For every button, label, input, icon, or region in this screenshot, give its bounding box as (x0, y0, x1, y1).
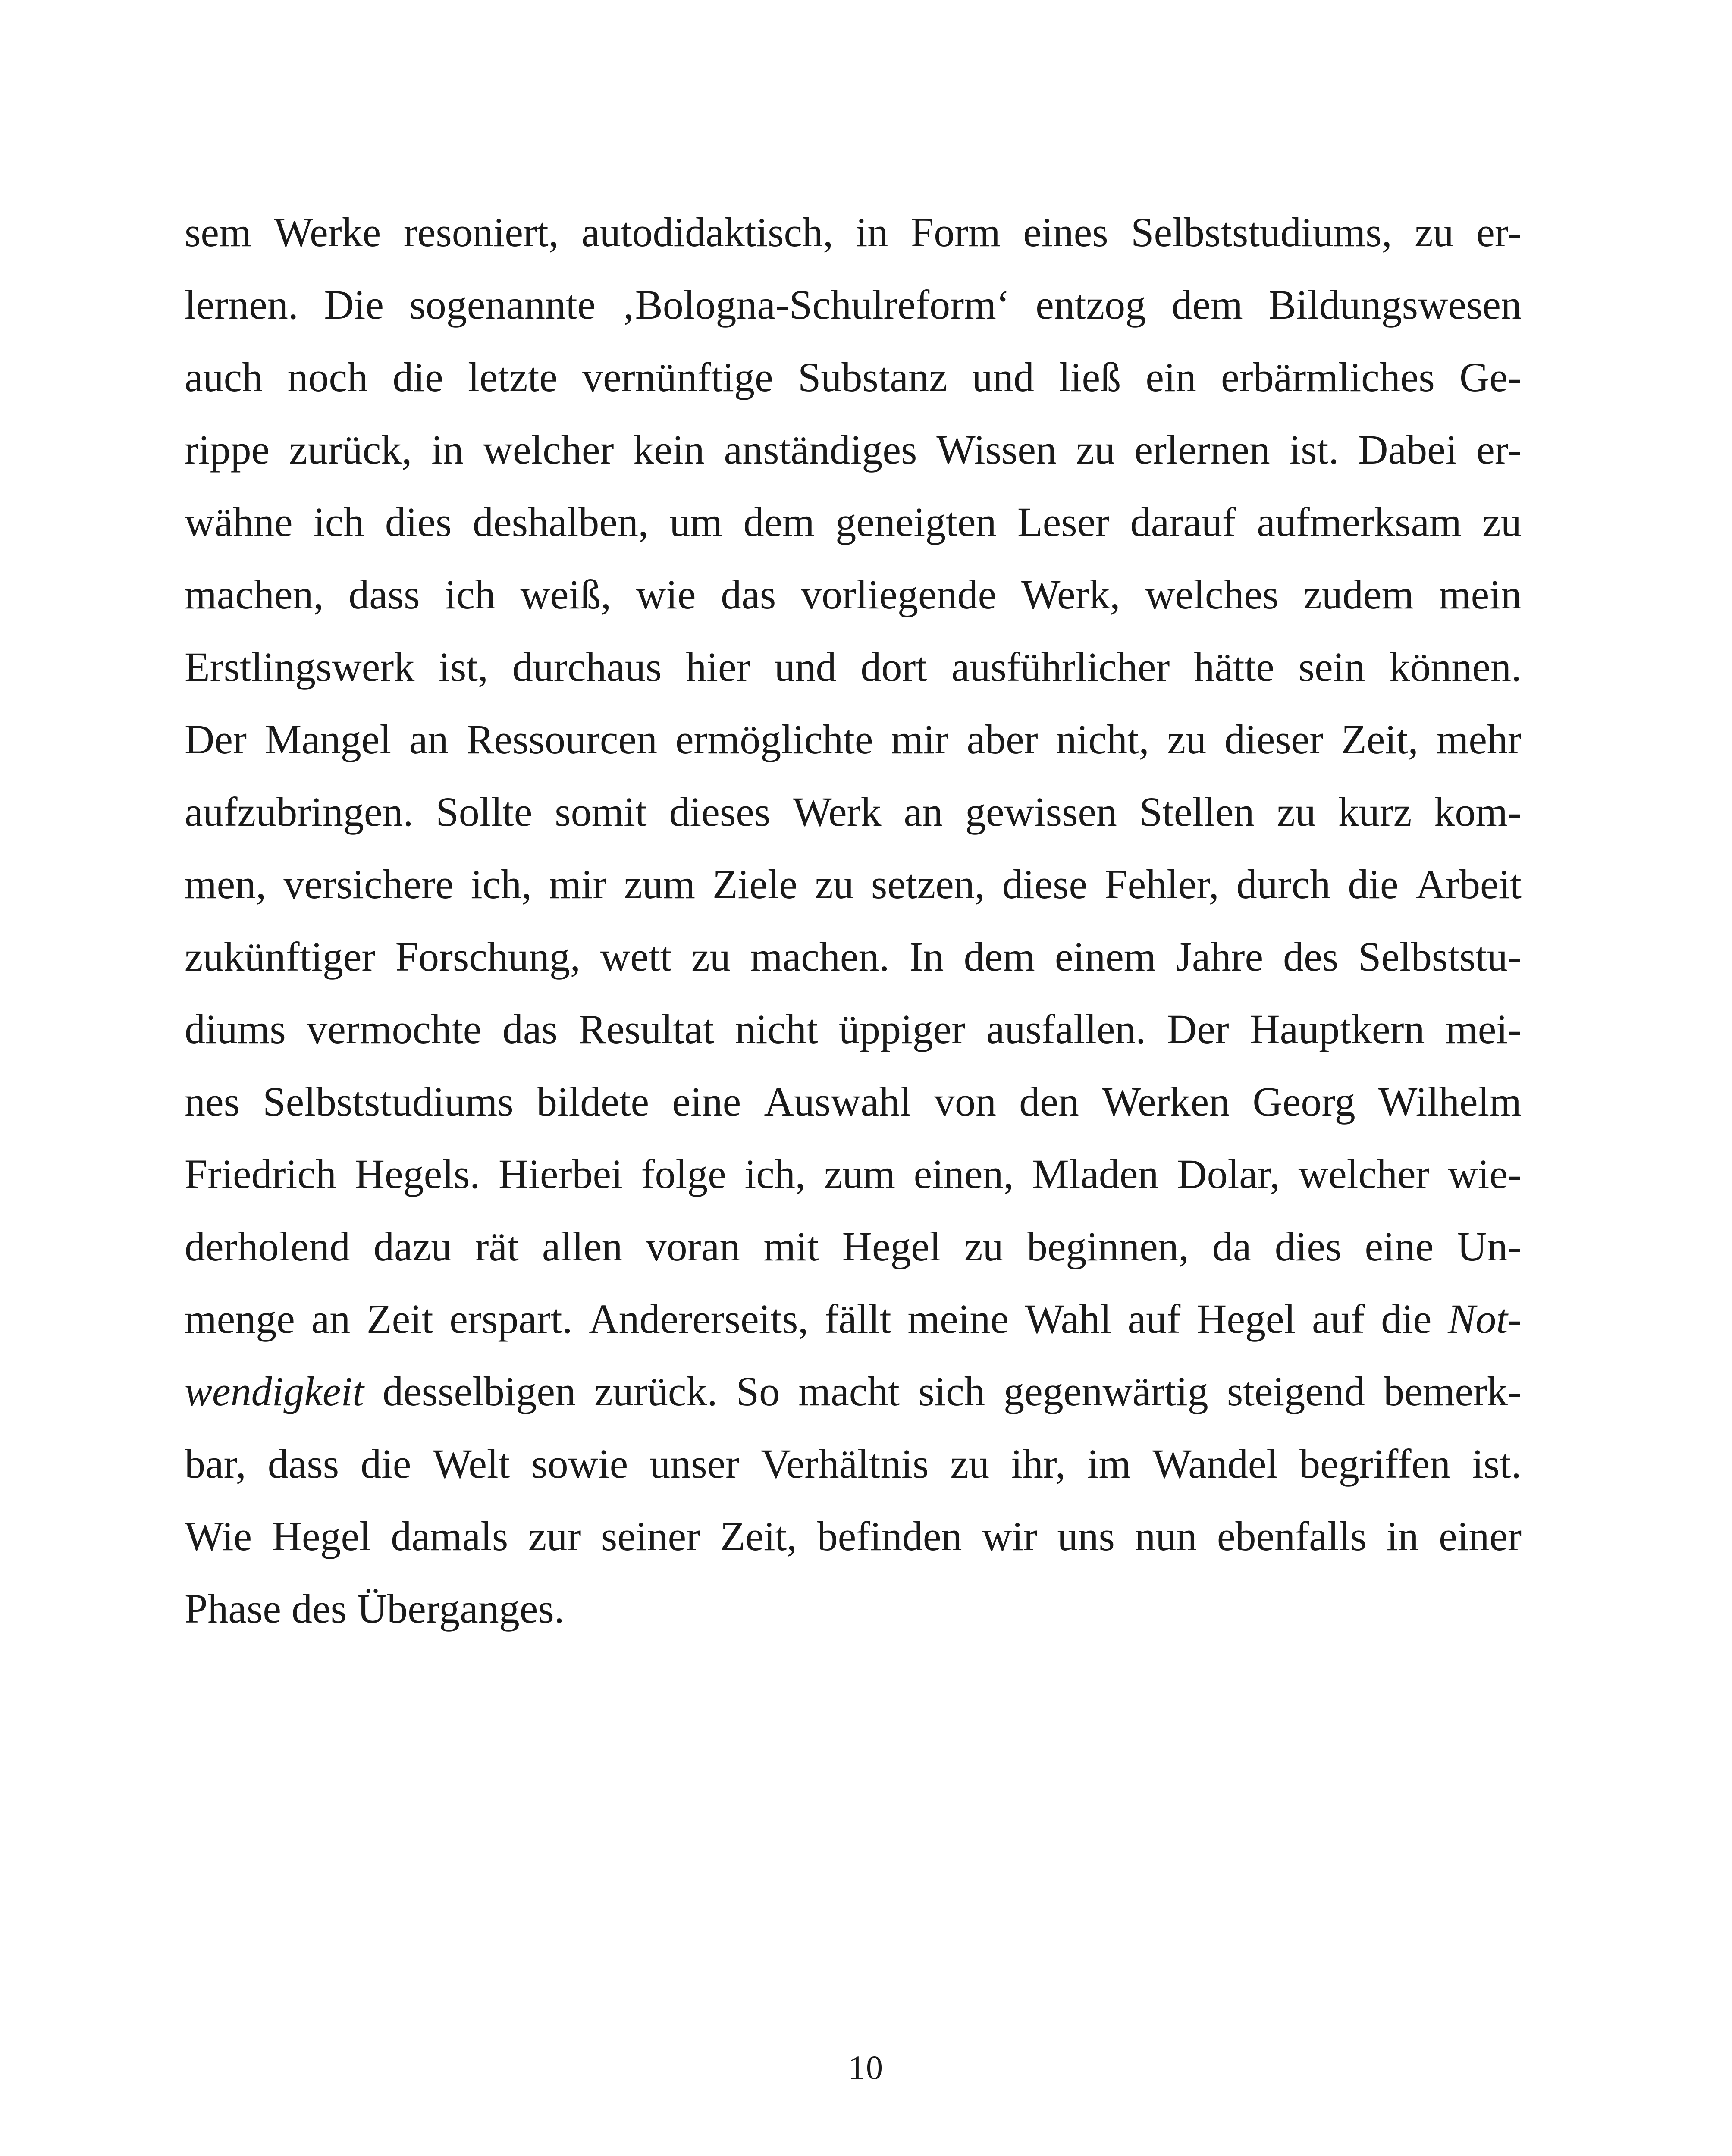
text-word: auf (1127, 1296, 1181, 1342)
text-word: begriffen (1299, 1441, 1451, 1487)
text-line (185, 1065, 1522, 1138)
text-word: meine (907, 1296, 1009, 1342)
text-line (185, 776, 1522, 848)
text-word: da (1212, 1223, 1252, 1269)
text-line (185, 196, 1522, 269)
text-word: aufzubringen. (185, 789, 414, 835)
text-word: Ge- (1459, 354, 1522, 400)
text-word: den (1019, 1078, 1079, 1125)
text-word: dies (385, 499, 452, 545)
text-word: dem (963, 934, 1035, 980)
text-word: Zeit (366, 1296, 433, 1342)
text-word: Not- (1448, 1296, 1522, 1342)
text-word: ist. (1289, 426, 1339, 473)
text-word: bildete (536, 1078, 650, 1125)
text-word: autodidaktisch, (581, 209, 834, 255)
text-word: Phase (185, 1586, 281, 1632)
text-word: Hierbei (498, 1151, 623, 1197)
text-word: einen, (913, 1151, 1014, 1197)
text-word: vernünftige (582, 354, 773, 400)
text-word: das (721, 571, 776, 617)
text-word: setzen, (871, 861, 985, 907)
text-word: üppiger (839, 1006, 966, 1052)
text-line (185, 341, 1522, 414)
text-word: des (1283, 934, 1339, 980)
text-word: eines (1023, 209, 1108, 255)
text-word: zu (1415, 209, 1454, 255)
text-word: versichere (283, 861, 454, 907)
text-word: dieser (1224, 716, 1324, 762)
text-word: Fehler, (1104, 861, 1219, 907)
text-line (185, 993, 1522, 1065)
text-word: gewissen (965, 789, 1117, 835)
text-word: dies (1274, 1223, 1342, 1269)
text-word: die (361, 1441, 411, 1487)
text-word: allen (542, 1223, 623, 1269)
text-line (185, 1210, 1522, 1283)
text-word: Dabei (1358, 426, 1457, 473)
text-word: an (904, 789, 943, 835)
text-word: zukünftiger (185, 934, 376, 980)
text-word: zu (691, 934, 731, 980)
text-line (185, 414, 1522, 486)
text-word: zu (1167, 716, 1207, 762)
text-word: die (1381, 1296, 1432, 1342)
text-word: zum (824, 1151, 895, 1197)
text-word: ein (1145, 354, 1196, 400)
text-word: dem (1171, 282, 1243, 328)
text-line (185, 1355, 1522, 1428)
text-word: Georg (1252, 1078, 1355, 1125)
text-word: kom- (1434, 789, 1522, 835)
text-word: welcher (483, 426, 614, 473)
text-word: Zeit, (1341, 716, 1418, 762)
text-word: erspart. (449, 1296, 573, 1342)
text-word: Werken (1102, 1078, 1230, 1125)
text-word: mei- (1446, 1006, 1522, 1052)
text-word: rippe (185, 426, 270, 473)
text-word: Wissen (936, 426, 1057, 473)
text-word: mir (891, 716, 949, 762)
text-word: von (934, 1078, 996, 1125)
text-word: sogenannte (409, 282, 596, 328)
text-line (185, 631, 1522, 703)
text-word: zudem (1303, 571, 1414, 617)
text-word: die (392, 354, 443, 400)
text-word: Der (185, 716, 247, 762)
text-word: er- (1476, 209, 1522, 255)
text-word: erlernen (1134, 426, 1270, 473)
text-word: zurück, (289, 426, 412, 473)
text-word: an (311, 1296, 351, 1342)
text-word: Erstlingswerk (185, 644, 415, 690)
text-word: menge (185, 1296, 295, 1342)
text-word: Die (324, 282, 384, 328)
text-word: wir (982, 1513, 1038, 1559)
text-word: die (1348, 861, 1399, 907)
text-word: nes (185, 1078, 240, 1125)
text-word: erbärmliches (1221, 354, 1435, 400)
text-word: Ziele (712, 861, 798, 907)
text-word: Friedrich (185, 1151, 336, 1197)
text-word: ausführlicher (951, 644, 1170, 690)
text-word: resoniert, (403, 209, 559, 255)
text-word: lernen. (185, 282, 298, 328)
text-word: eine (672, 1078, 741, 1125)
text-word: Hegel (842, 1223, 941, 1269)
text-word: entzog (1035, 282, 1146, 328)
text-word: einer (1439, 1513, 1522, 1559)
text-word: wie (636, 571, 696, 617)
text-word: Mladen (1032, 1151, 1159, 1197)
text-word: zu (964, 1223, 1004, 1269)
text-word: Wandel (1152, 1441, 1278, 1487)
text-word: Hegel (272, 1513, 371, 1559)
text-word: somit (555, 789, 647, 835)
text-word: fällt (825, 1296, 891, 1342)
text-word: Forschung, (395, 934, 580, 980)
text-word: Mangel (264, 716, 392, 762)
text-word: auf (1312, 1296, 1365, 1342)
text-line (185, 1500, 1522, 1573)
text-word: nicht (735, 1006, 818, 1052)
text-word: einem (1054, 934, 1156, 980)
text-word: Substanz (797, 354, 948, 400)
text-word: kurz (1338, 789, 1412, 835)
text-word: machen, (185, 571, 324, 617)
text-word: uns (1057, 1513, 1115, 1559)
text-word: dazu (373, 1223, 452, 1269)
text-word: gegenwärtig (1004, 1368, 1208, 1414)
text-word: ‚Bologna-Schulreform‘ (621, 282, 1010, 328)
text-line (185, 1428, 1522, 1500)
text-word: in (431, 426, 464, 473)
text-word: So (736, 1368, 780, 1414)
text-word: sein (1298, 644, 1365, 690)
text-word: sem (185, 209, 251, 255)
text-word: steigend (1227, 1368, 1365, 1414)
text-word: unser (650, 1441, 740, 1487)
text-word: Sollte (436, 789, 533, 835)
text-word: zu (1482, 499, 1522, 545)
text-word: Un- (1457, 1223, 1522, 1269)
text-word: Selbststu- (1358, 934, 1522, 980)
text-word: er- (1476, 426, 1522, 473)
text-word: men, (185, 861, 267, 907)
text-word: sich (918, 1368, 985, 1414)
text-word: ließ (1059, 354, 1121, 400)
text-word: Hegel (1196, 1296, 1296, 1342)
text-word: Welt (433, 1441, 510, 1487)
text-word: welches (1145, 571, 1279, 617)
text-word: aber (966, 716, 1038, 762)
text-word: an (409, 716, 449, 762)
text-word: ich, (471, 861, 532, 907)
text-word: noch (287, 354, 368, 400)
text-word: und (972, 354, 1034, 400)
text-word: befinden (817, 1513, 962, 1559)
text-word: zu (950, 1441, 990, 1487)
text-word: anständiges (724, 426, 917, 473)
text-word: zu (815, 861, 854, 907)
text-word: Wahl (1025, 1296, 1111, 1342)
text-word: Dolar, (1177, 1151, 1280, 1197)
text-word: zu (1277, 789, 1316, 835)
text-word: ihr, (1011, 1441, 1066, 1487)
text-word: eine (1365, 1223, 1434, 1269)
page-number: 10 (848, 2049, 884, 2086)
text-word: wendigkeit (185, 1368, 364, 1414)
text-word: damals (391, 1513, 508, 1559)
body-paragraph (185, 196, 1522, 1645)
text-word: können. (1389, 644, 1522, 690)
text-word: Hegels. (355, 1151, 480, 1197)
text-word: mit (763, 1223, 819, 1269)
text-word: Zeit, (720, 1513, 797, 1559)
text-word: wett (600, 934, 672, 980)
text-word: macht (798, 1368, 900, 1414)
text-word: nicht, (1056, 716, 1149, 762)
text-word: dort (860, 644, 927, 690)
text-word: Andererseits, (589, 1296, 809, 1342)
text-word: zu (1076, 426, 1115, 473)
text-word: beginnen, (1026, 1223, 1189, 1269)
text-line (185, 1138, 1522, 1210)
text-word: durchaus (512, 644, 662, 690)
text-word: Bildungswesen (1268, 282, 1522, 328)
text-line (185, 269, 1522, 341)
text-word: welcher (1298, 1151, 1430, 1197)
text-word: mir (549, 861, 607, 907)
text-word: kein (633, 426, 705, 473)
text-word: Werk (793, 789, 882, 835)
text-word: Wilhelm (1378, 1078, 1522, 1125)
text-word: geneigten (835, 499, 997, 545)
text-line (185, 558, 1522, 631)
text-word: machen. (750, 934, 890, 980)
text-word: Werke (274, 209, 381, 255)
text-word: in (1386, 1513, 1419, 1559)
text-word: sowie (531, 1441, 628, 1487)
text-word: Wie (185, 1513, 252, 1559)
text-line (185, 486, 1522, 558)
text-word: zur (528, 1513, 581, 1559)
text-word: ich (445, 571, 496, 617)
text-word: um (669, 499, 722, 545)
text-line (185, 703, 1522, 776)
text-word: durch (1236, 861, 1331, 907)
text-word: voran (646, 1223, 740, 1269)
text-word: desselbigen (383, 1368, 576, 1414)
text-word: und (774, 644, 837, 690)
text-word: Werk, (1021, 571, 1120, 617)
text-word: hätte (1194, 644, 1274, 690)
text-word: Arbeit (1415, 861, 1522, 907)
text-word: Verhältnis (761, 1441, 929, 1487)
text-word: vorliegende (801, 571, 997, 617)
text-word: ist. (1472, 1441, 1522, 1487)
text-word: deshalben, (472, 499, 649, 545)
text-word: Hauptkern (1250, 1006, 1425, 1052)
text-word: diese (1002, 861, 1088, 907)
text-word: nun (1135, 1513, 1197, 1559)
text-line (185, 848, 1522, 921)
text-word: Überganges. (357, 1586, 565, 1632)
text-word: dieses (669, 789, 771, 835)
text-word: In (909, 934, 944, 980)
text-word: mehr (1436, 716, 1522, 762)
text-word: seiner (601, 1513, 700, 1559)
text-word: darauf (1130, 499, 1236, 545)
text-word: zum (624, 861, 695, 907)
text-word: dem (743, 499, 815, 545)
text-word: ausfallen. (986, 1006, 1146, 1052)
text-word: des (291, 1586, 347, 1632)
text-word: wie- (1448, 1151, 1522, 1197)
text-word: derholend (185, 1223, 350, 1269)
text-word: diums (185, 1006, 286, 1052)
text-word: folge (641, 1151, 726, 1197)
text-line (185, 921, 1522, 993)
text-word: auch (185, 354, 263, 400)
text-word: Leser (1017, 499, 1110, 545)
text-word: Auswahl (764, 1078, 911, 1125)
text-word: Resultat (578, 1006, 715, 1052)
text-word: hier (686, 644, 750, 690)
text-word: mein (1438, 571, 1522, 617)
text-word: wähne (185, 499, 293, 545)
text-word: Stellen (1139, 789, 1255, 835)
text-word: Jahre (1176, 934, 1264, 980)
text-word: ich, (744, 1151, 806, 1197)
text-word: dass (348, 571, 420, 617)
text-word: ebenfalls (1217, 1513, 1367, 1559)
text-word: Der (1167, 1006, 1229, 1052)
text-word: Form (910, 209, 1001, 255)
text-word: rät (475, 1223, 519, 1269)
text-word: in (856, 209, 888, 255)
text-word: ist, (439, 644, 488, 690)
text-word: Ressourcen (466, 716, 658, 762)
text-word: bemerk- (1384, 1368, 1522, 1414)
text-word: Selbststudiums, (1131, 209, 1392, 255)
text-word: vermochte (307, 1006, 482, 1052)
text-word: ich (314, 499, 364, 545)
text-word: bar, (185, 1441, 246, 1487)
text-word: zurück. (594, 1368, 718, 1414)
text-word: das (502, 1006, 558, 1052)
text-line (185, 1573, 1522, 1645)
text-word: im (1087, 1441, 1131, 1487)
text-word: Selbststudiums (263, 1078, 514, 1125)
text-word: letzte (468, 354, 558, 400)
text-word: aufmerksam (1257, 499, 1462, 545)
text-word: dass (267, 1441, 339, 1487)
text-word: ermöglichte (675, 716, 873, 762)
text-word: weiß, (520, 571, 612, 617)
text-line (185, 1283, 1522, 1355)
